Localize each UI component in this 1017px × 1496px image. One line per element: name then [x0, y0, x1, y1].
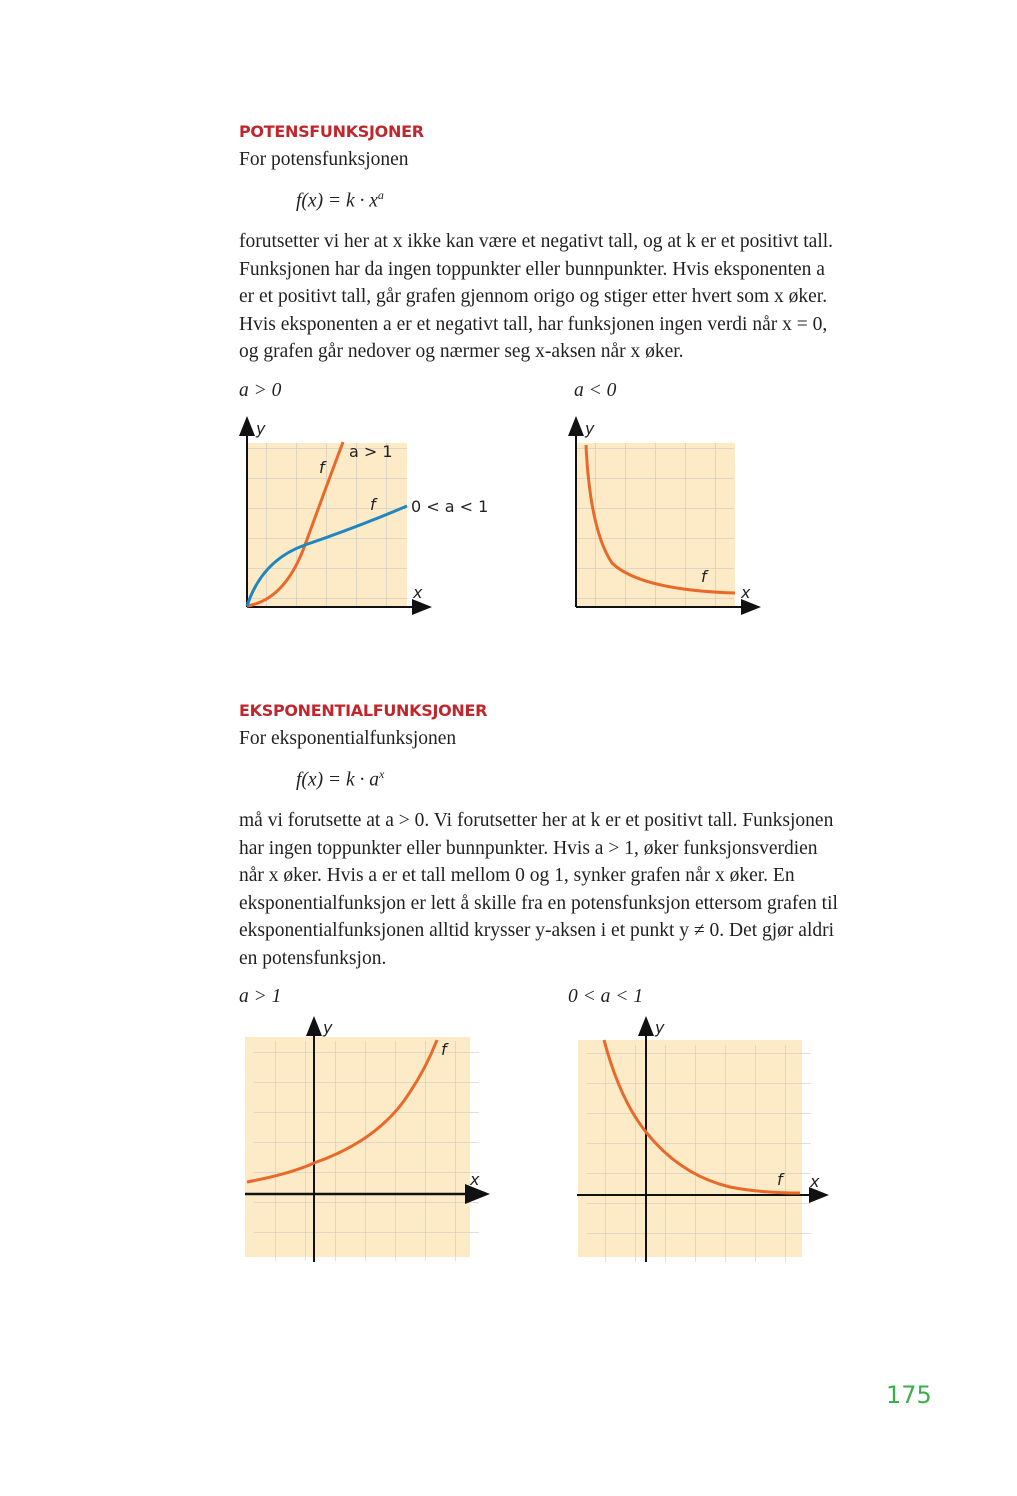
graph-caption: a < 0 [574, 380, 617, 401]
curve-label: f [441, 1040, 447, 1059]
section-heading-power-functions: POTENSFUNKSJONER [239, 122, 424, 141]
formula-exponent: a [377, 188, 384, 202]
curve-label: f [319, 458, 325, 477]
page-number: 175 [886, 1381, 932, 1409]
graph-power-positive [247, 419, 488, 607]
graph-exponential-growth [245, 1018, 485, 1262]
text-line: og grafen går nedover og nærmer seg x-aksen når x øker. [239, 341, 684, 363]
text-line: forutsetter vi her at x ikke kan være et negativt tall, og at k er et positivt tall. [239, 231, 834, 252]
text-line: eksponentialfunksjon er lett å skille fra en potensfunksjon ettersom grafen til [239, 892, 838, 914]
formula-exponent: x [379, 767, 385, 781]
text-line: eksponentialfunksjonen alltid krysser y-aksen i et punkt y ≠ 0. Det gjør aldri [239, 920, 835, 942]
intro-text: For potensfunksjonen [239, 149, 409, 170]
y-label: y [256, 419, 266, 438]
graph-caption: 0 < a < 1 [568, 986, 644, 1007]
section-heading-exponential-functions: EKSPONENTIALFUNKSJONER [239, 701, 488, 720]
intro-text: For eksponentialfunksjonen [239, 728, 457, 749]
x-label: x [741, 583, 751, 602]
formula-main: f(x) = k · x [296, 190, 378, 212]
graph-exponential-decay [577, 1018, 825, 1262]
curve-condition: 0 < a < 1 [411, 497, 489, 516]
text-line: har ingen toppunkter eller bunnpunkter. Hvis a > 1, øker funksjonsverdien [239, 837, 818, 859]
curve-label: f [701, 567, 707, 586]
text-line: når x øker. Hvis a er et tall mellom 0 og 1, synker grafen når x øker. En [239, 865, 795, 887]
graph-caption: a > 0 [239, 380, 282, 401]
text-line: må vi forutsette at a > 0. Vi forutsetter her at k er et positivt tall. Funksjonen [239, 810, 834, 831]
text-line: en potensfunksjon. [239, 947, 387, 969]
curve-label: f [777, 1170, 783, 1189]
graph-power-negative [576, 419, 757, 607]
y-label: y [655, 1018, 665, 1037]
x-label: x [413, 583, 423, 602]
text-line: Hvis eksponenten a er et negativt tall, har funksjonen ingen verdi når x = 0, [239, 313, 828, 335]
text-line: Funksjonen har da ingen toppunkter eller bunnpunkter. Hvis eksponenten a [239, 258, 825, 280]
curve-label: f [370, 495, 376, 514]
graph-caption: a > 1 [239, 986, 282, 1007]
x-label: x [810, 1172, 820, 1191]
x-label: x [470, 1170, 480, 1189]
y-label: y [323, 1018, 333, 1037]
curve-condition: a > 1 [349, 442, 393, 461]
formula-main: f(x) = k · a [296, 769, 379, 791]
y-label: y [585, 419, 595, 438]
text-line: er et positivt tall, går grafen gjennom origo og stiger etter hvert som x øker. [239, 286, 828, 308]
